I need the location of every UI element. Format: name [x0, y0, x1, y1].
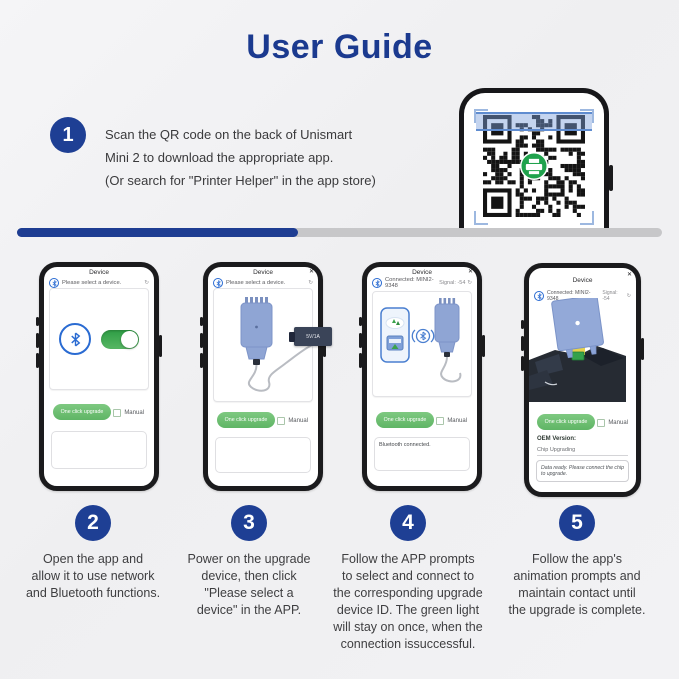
app-screen-title: Device — [572, 277, 593, 284]
app-screen-title: Device — [89, 269, 109, 276]
phone-side-button — [521, 336, 524, 351]
step-1-number: 1 — [62, 123, 74, 146]
manual-checkbox — [597, 419, 605, 427]
manual-option — [277, 417, 308, 425]
cloud-icon — [386, 318, 404, 329]
page-title: User Guide — [246, 28, 433, 66]
manual-label: Manual — [288, 418, 308, 424]
step-5-line: maintain contact until — [518, 586, 636, 600]
manual-label: Manual — [447, 418, 467, 424]
manual-option — [436, 417, 467, 425]
step-4-line: the corresponding upgrade — [333, 586, 483, 600]
manual-checkbox — [277, 417, 285, 425]
qr-phone-mockup — [459, 88, 609, 230]
signal-label: Signal: -54 — [602, 290, 618, 302]
adapter-plug — [289, 332, 295, 342]
bluetooth-icon — [213, 278, 223, 288]
scan-corner-bracket — [474, 211, 488, 225]
step-3-line: device, then click — [201, 569, 297, 583]
device-select-header — [213, 278, 313, 288]
one-click-upgrade-button: One click upgrade — [376, 412, 434, 428]
step-4-line: connection issuccessful. — [340, 637, 476, 651]
connected-line-1: Connected: MINI2- — [385, 277, 434, 283]
phone-side-button — [521, 320, 524, 329]
bluetooth-connected-status: Bluetooth connected. — [379, 442, 431, 448]
chip-upgrading-status: Chip Upgrading — [537, 447, 628, 456]
step-3-line: Power on the upgrade — [187, 552, 311, 566]
step-5-line: animation prompts and — [513, 569, 641, 583]
step-3-number: 3 — [243, 511, 255, 534]
step-4-number: 4 — [402, 511, 414, 534]
step-5-description — [484, 551, 670, 619]
scan-corner-bracket — [474, 109, 488, 123]
bluetooth-icon — [372, 278, 382, 288]
bluetooth-icon — [49, 278, 59, 288]
power-adapter — [294, 327, 332, 346]
step-1-line-1: Scan the QR code on the back of Unismart — [105, 127, 353, 142]
phone-side-button — [36, 353, 39, 368]
manual-checkbox — [436, 417, 444, 425]
phone-side-button — [521, 356, 524, 371]
connected-device-id: Connected: MINI2-9348 — [547, 290, 591, 302]
step-2-line: Open the app and — [42, 552, 144, 566]
step-3-number-badge — [231, 505, 267, 541]
step-2-number: 2 — [87, 511, 99, 534]
upgrade-hint-text: Data ready. Please connect the chip to upgrade. — [541, 465, 624, 477]
phone-side-button — [482, 335, 485, 357]
step-1-number-badge — [50, 117, 86, 153]
phone-mockup-step4 — [362, 262, 482, 491]
connected-header — [372, 277, 472, 289]
step-4-line: Follow the APP prompts — [341, 552, 475, 566]
qr-code — [483, 115, 585, 217]
qr-scan-band — [476, 112, 592, 131]
step-4-line: device ID. The green light — [336, 603, 480, 617]
phone-side-button — [359, 317, 362, 326]
connection-illustration — [373, 292, 471, 394]
step-2-line: allow it to use network — [31, 569, 155, 583]
refresh-icon: ↻ — [626, 293, 631, 299]
step-3-line: "Please select a — [204, 586, 294, 600]
step-5-number-badge — [559, 505, 595, 541]
oem-version-label: OEM Version: — [537, 436, 577, 442]
chip-contact-illustration — [529, 298, 626, 402]
step-4-line: to select and connect to — [341, 569, 475, 583]
step-5-number: 5 — [571, 511, 583, 534]
connected-device-id — [385, 277, 434, 289]
log-box — [215, 437, 311, 473]
phone-side-button — [200, 317, 203, 326]
scan-corner-bracket — [580, 211, 594, 225]
bluetooth-icon — [59, 323, 91, 355]
phone-mockup-step2 — [39, 262, 159, 491]
phone-side-button — [200, 353, 203, 368]
device-select-prompt: Please select a device. — [62, 280, 122, 286]
step-1-line-2: Mini 2 to download the appropriate app. — [105, 150, 334, 165]
manual-option — [113, 409, 144, 417]
phone-side-button — [359, 353, 362, 368]
step-4-number-badge — [390, 505, 426, 541]
one-click-upgrade-button: One click upgrade — [217, 412, 275, 428]
step-3-line: device" in the APP. — [196, 603, 302, 617]
phone-mockup-step5 — [524, 263, 641, 497]
connection-illustration-card — [372, 291, 472, 397]
step-2-line: and Bluetooth functions. — [25, 586, 161, 600]
adapter-label: 5V/1A — [306, 333, 320, 340]
step-1-line-3: (Or search for "Printer Helper" in the app store) — [105, 173, 376, 188]
phone-side-button — [159, 335, 162, 357]
phone-side-button — [36, 317, 39, 326]
phone-side-button — [641, 338, 644, 360]
app-screen-title: Device — [412, 269, 432, 276]
status-box — [374, 437, 470, 471]
step-2-number-badge — [75, 505, 111, 541]
refresh-icon: ↻ — [144, 280, 149, 286]
step-1-description — [105, 123, 376, 192]
manual-checkbox — [113, 409, 121, 417]
device-select-header — [49, 278, 149, 288]
signal-strength — [439, 280, 472, 286]
signal-label: Signal: -54 — [439, 280, 466, 286]
bluetooth-toggle-on — [101, 330, 139, 349]
step-5-line: the upgrade is complete. — [508, 603, 646, 617]
step-4-line: will stay on once, when the — [333, 620, 483, 634]
step-4-description — [315, 551, 501, 653]
bluetooth-toggle-card — [49, 288, 149, 390]
manual-option — [597, 419, 628, 427]
refresh-icon: ↻ — [308, 280, 313, 286]
close-icon: ✕ — [308, 269, 314, 275]
progress-bar-track — [17, 228, 662, 237]
step-5-line: Follow the app's — [532, 552, 622, 566]
one-click-upgrade-button: One click upgrade — [537, 414, 595, 430]
phone-side-button — [609, 165, 613, 191]
progress-bar-fill — [17, 228, 298, 237]
connected-line-2: 9348 — [385, 283, 398, 289]
one-click-upgrade-button: One click upgrade — [53, 404, 111, 420]
app-screen-title: Device — [253, 269, 273, 276]
toggle-knob — [121, 331, 138, 348]
phone-side-button — [36, 333, 39, 348]
phone-side-button — [200, 333, 203, 348]
upgrade-hint-box — [536, 460, 629, 482]
device-select-prompt: Please select a device. — [226, 280, 286, 286]
close-icon: ✕ — [467, 269, 473, 275]
phone-side-button — [359, 333, 362, 348]
cartridge-icon — [387, 336, 403, 350]
scan-corner-bracket — [580, 109, 594, 123]
close-icon: ✕ — [626, 272, 632, 278]
phone-mockup-step3 — [203, 262, 323, 491]
manual-label: Manual — [608, 420, 628, 426]
manual-label: Manual — [124, 410, 144, 416]
refresh-icon: ↻ — [467, 280, 472, 286]
log-box — [51, 431, 147, 469]
